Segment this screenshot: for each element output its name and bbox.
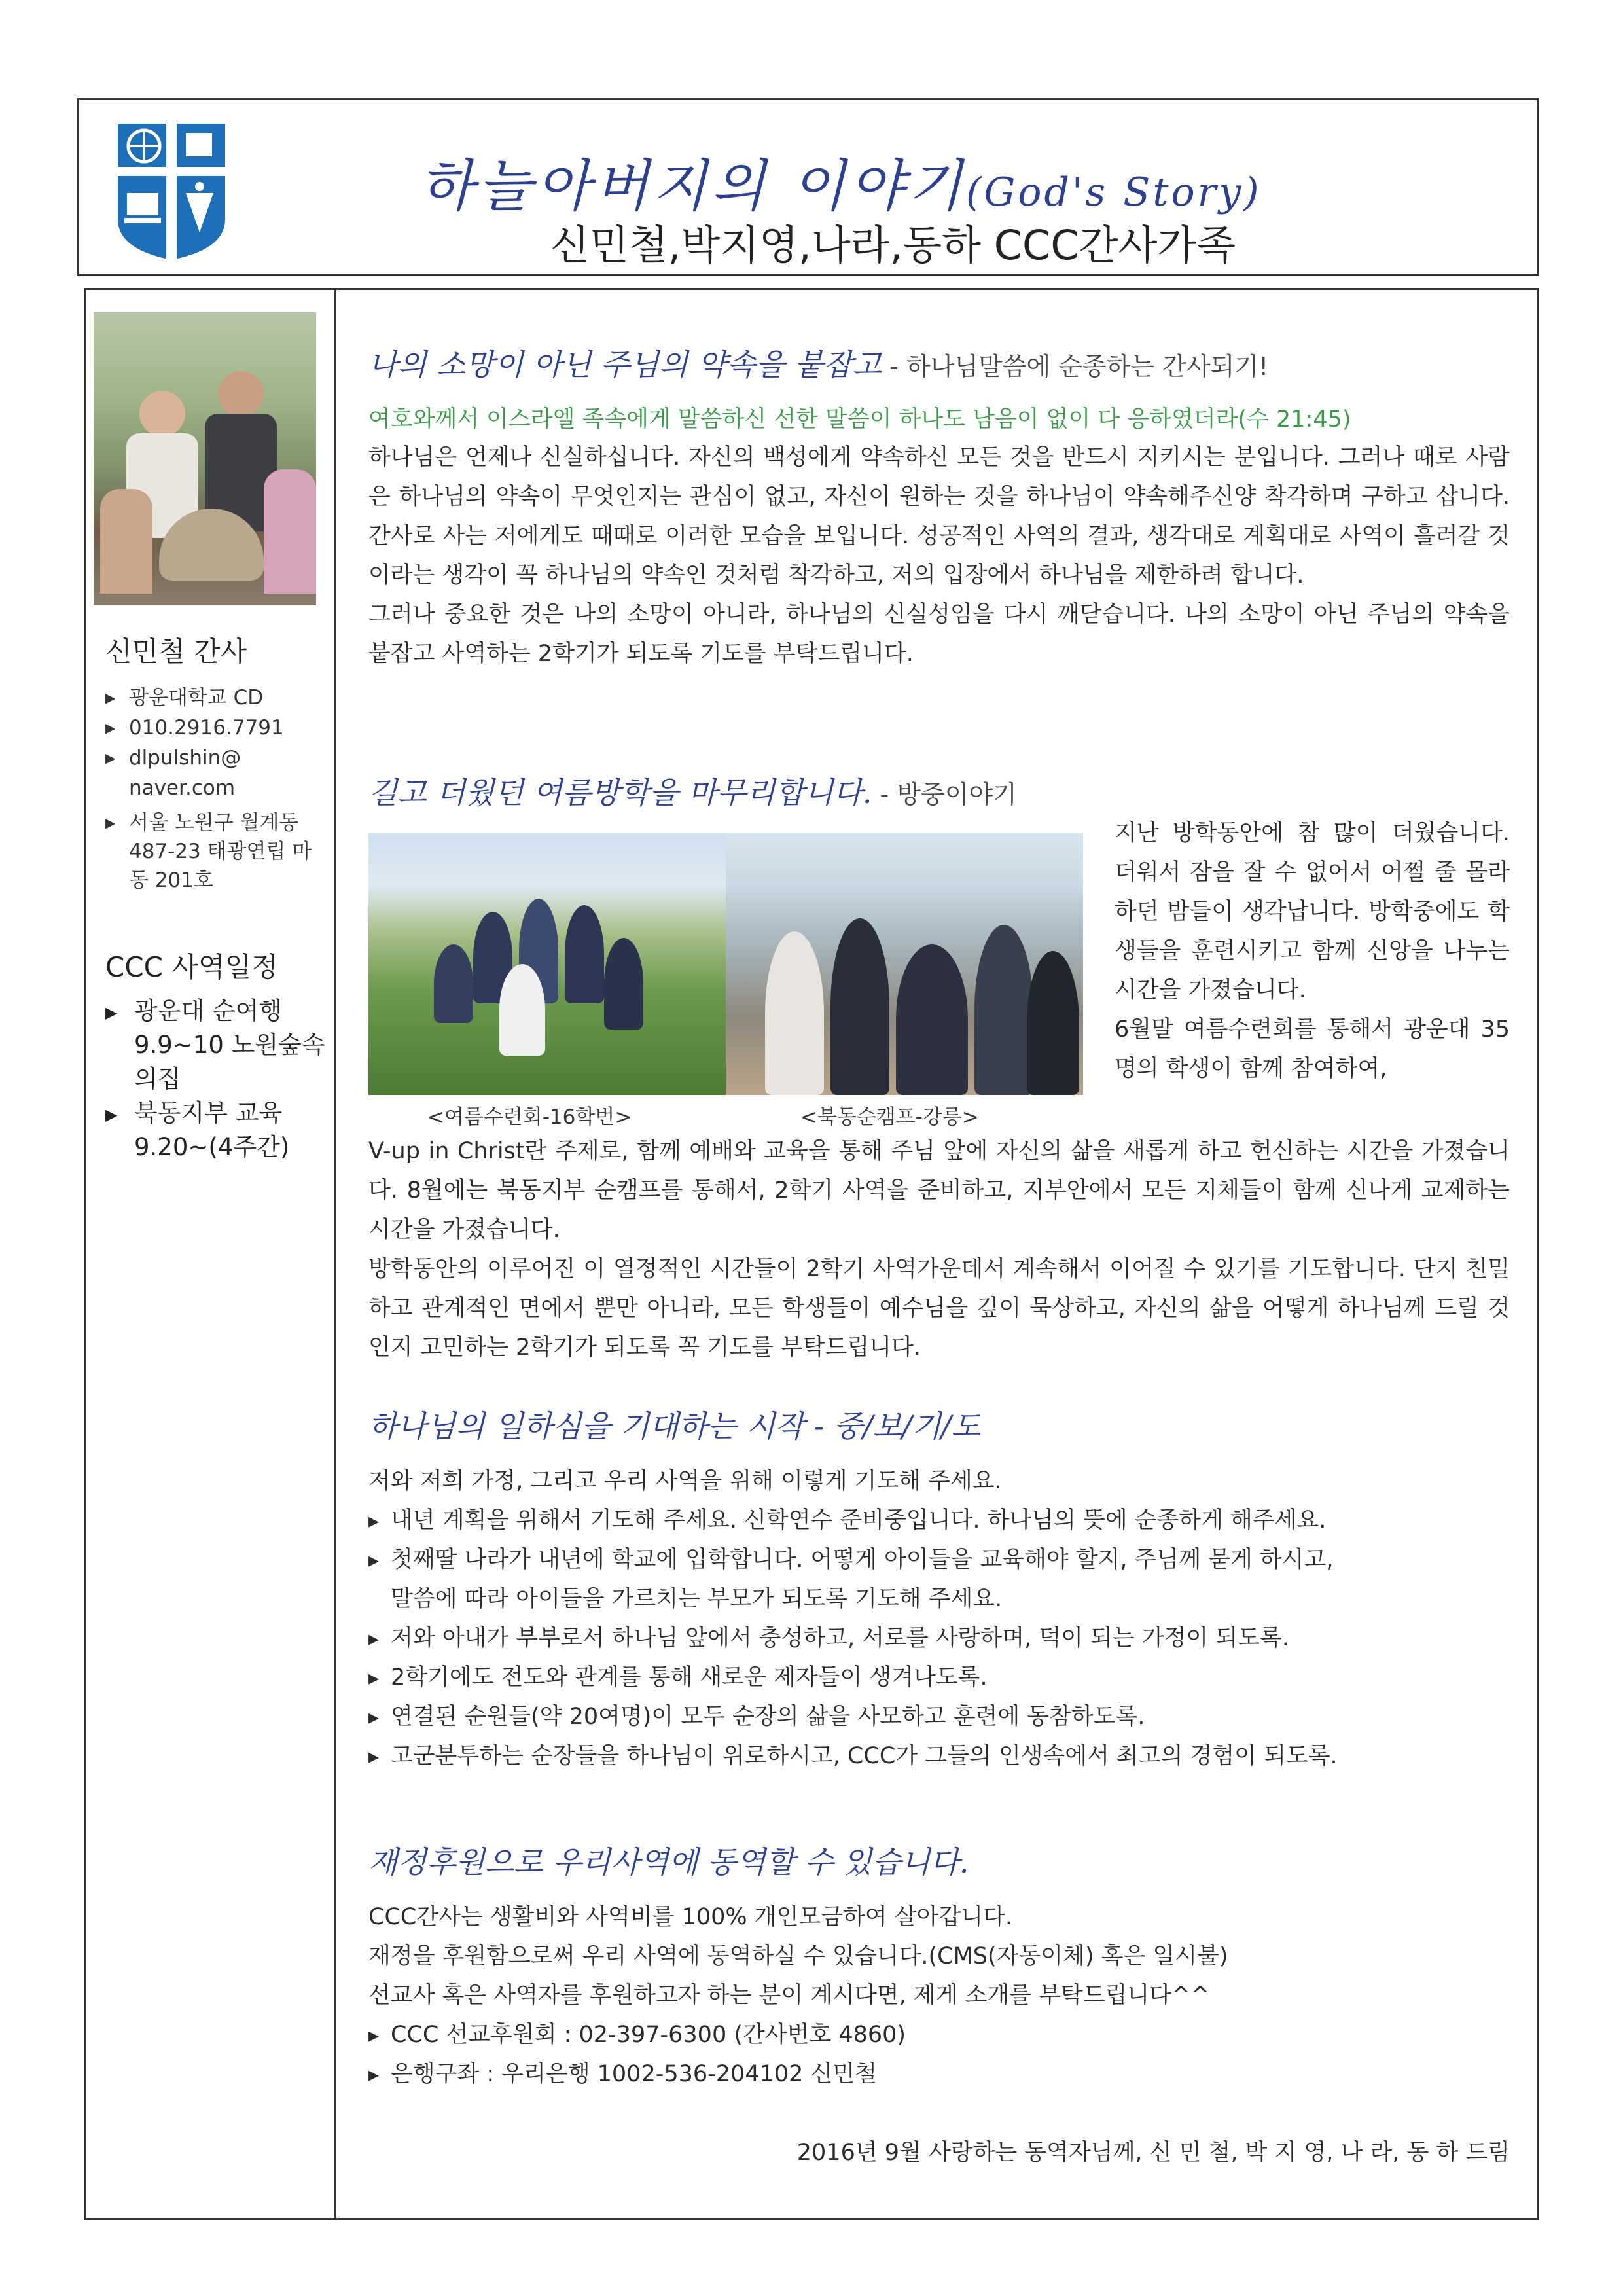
photo-caption-camp: <북동순캠프-강릉> <box>800 1105 979 1129</box>
prayer-intro: 저와 저희 가정, 그리고 우리 사역을 위해 이렇게 기도해 주세요. <box>368 1468 1002 1494</box>
support-line: 재정을 후원함으로써 우리 사역에 동역하실 수 있습니다.(CMS(자동이체) 혹은 일시불) <box>368 1943 1228 1969</box>
photo-caption-retreat: <여름수련회-16학번> <box>427 1105 632 1129</box>
main-content-box <box>84 288 1539 2220</box>
family-subtitle: 신민철,박지영,나라,동하 CCC간사가족 <box>550 221 1236 269</box>
section2-title: 길고 더웠던 여름방학을 마무리합니다. - 방중이야기 <box>368 775 1017 810</box>
section1-title: 나의 소망이 아닌 주님의 약속을 붙잡고 - 하나님말씀에 순종하는 간사되기! <box>368 347 1269 382</box>
newsletter-title: 하늘아버지의 이야기(God's Story) <box>419 154 1262 219</box>
section2-side-body: 지난 방학동안에 참 많이 더웠습니다. 더워서 잠을 잘 수 없어서 어쩔 줄 몰라하던 밤들이 생각납니다. 방학중에도 학생들을 훈련시키고 함께 신앙을 나누는 시간을 가졌습니다. 6월말 여름수련회를 통해서 광운대 35명의 학생이 함께 참여하여, <box>1115 820 1510 1082</box>
schedule-item: ▶ 광운대 순여행 9.9~10 노원숲속의집 <box>105 994 328 1096</box>
section1-body: 하나님은 언제나 신실하십니다. 자신의 백성에게 약속하신 모든 것을 반드시 지키시는 분입니다. 그러나 때로 사람은 하나님의 약속이 무엇인지는 관심이 없고, 자신이 원하는 것을 하나님이 약속해주신양 착각하며 구하고 삽니다. 간사로 사는 저에게도 때때로 이러한 모습을 보입니다. 성공적인 사역의 결과, 생각대로 계획대로 사역이 흘러갈 것이라는 생각이 꼭 하나님의 약속인 것처럼 착각하고, 저의 입장에서 하나님을 제한하려 합니다. 그러나 중요한 것은 나의 소망이 아니라, 하나님의 신실성임을 다시 깨닫습니다. 나의 소망이 아닌 주님의 약속을 붙잡고 사역하는 2학기가 되도록 기도를 부탁드립니다. <box>368 444 1510 667</box>
prayer-item-continued: 말씀에 따라 아이들을 가르치는 부모가 되도록 기도해 주세요. <box>391 1586 1003 1612</box>
contact-school: ▶ 광운대학교 CD <box>105 683 325 713</box>
contact-address: ▶ 서울 노원구 월계동 487-23 태광연립 마동 201호 <box>105 808 325 895</box>
schedule-item: ▶ 북동지부 교육 9.20~(4주간) <box>105 1096 328 1164</box>
support-line: 선교사 혹은 사역자를 후원하고자 하는 분이 계시다면, 제게 소개를 부탁드립니다^^ <box>368 1982 1210 2009</box>
prayer-item: ▸ 2학기에도 전도와 관계를 통해 새로운 제자들이 생겨나도록. <box>368 1658 1510 1697</box>
ccc-logo-icon <box>115 121 228 262</box>
section4-title: 재정후원으로 우리사역에 동역할 수 있습니다. <box>368 1844 969 1880</box>
prayer-item: ▸ 내년 계획을 위해서 기도해 주세요. 신학연수 준비중입니다. 하나님의 뜻에 순종하게 해주세요. <box>368 1501 1510 1540</box>
section2-body: V-up in Christ란 주제로, 함께 예배와 교육을 통해 주님 앞에 자신의 삶을 새롭게 하고 헌신하는 시간을 가졌습니다. 8월에는 북동지부 순캠프를 통해서, 2학기 사역을 준비하고, 지부안에서 모든 지체들이 함께 신나게 교제하는 시간을 가졌습니다. 방학동안의 이루어진 이 열정적인 시간들이 2학기 사역가운데서 계속해서 이어질 수 있기를 기도합니다. 단지 친밀하고 관계적인 면에서 뿐만 아니라, 모든 학생들이 예수님을 깊이 묵상하고, 자신의 삶을 어떻게 하나님께 드릴 것인지 고민하는 2학기가 되도록 꼭 기도를 부탁드립니다. <box>368 1138 1510 1361</box>
bible-verse: 여호와께서 이스라엘 족속에게 말씀하신 선한 말씀이 하나도 남음이 없이 다 응하였더라(수 21:45) <box>368 406 1351 433</box>
column-divider <box>334 290 336 2218</box>
prayer-item: ▸ 저와 아내가 부부로서 하나님 앞에서 충성하고, 서로를 사랑하며, 덕이 되는 가정이 되도록. <box>368 1619 1510 1658</box>
schedule-list <box>105 994 328 1164</box>
contact-phone: ▶ 010.2916.7791 <box>105 713 325 743</box>
support-phone: ▸ CCC 선교후원회 : 02-397-6300 (간사번호 4860) <box>368 2015 1510 2054</box>
header <box>77 98 1539 276</box>
camp-photo <box>726 833 1083 1095</box>
contact-info-list <box>105 683 325 895</box>
section3-title: 하나님의 일하심을 기대하는 시작 - 중/보/기/도 <box>368 1408 980 1444</box>
summer-photos <box>368 833 1083 1128</box>
prayer-item: ▸ 연결된 순원들(약 20여명)이 모두 순장의 삶을 사모하고 훈련에 동참하도록. <box>368 1697 1510 1736</box>
prayer-list <box>368 1462 1510 1776</box>
closing-signature: 2016년 9월 사랑하는 동역자님께, 신 민 철, 박 지 영, 나 라, 동 하 드림 <box>796 2140 1510 2166</box>
summer-retreat-photo <box>368 833 726 1095</box>
prayer-item: ▸ 고군분투하는 순장들을 하나님이 위로하시고, CCC가 그들의 인생속에서 최고의 경험이 되도록. <box>368 1736 1510 1776</box>
contact-email: ▶ dlpulshin@ naver.com <box>105 743 325 803</box>
prayer-item: ▸ 첫째딸 나라가 내년에 학교에 입학합니다. 어떻게 아이들을 교육해야 할지, 주님께 묻게 하시고, <box>368 1540 1510 1579</box>
support-bank-account: ▸ 은행구좌 : 우리은행 1002-536-204102 신민철 <box>368 2054 1510 2094</box>
support-line: CCC간사는 생활비와 사역비를 100% 개인모금하여 살아갑니다. <box>368 1904 1012 1930</box>
family-photo <box>94 312 316 605</box>
sidebar-name: 신민철 간사 <box>105 636 247 668</box>
support-info <box>368 1897 1510 2094</box>
schedule-title: CCC 사역일정 <box>105 951 278 983</box>
